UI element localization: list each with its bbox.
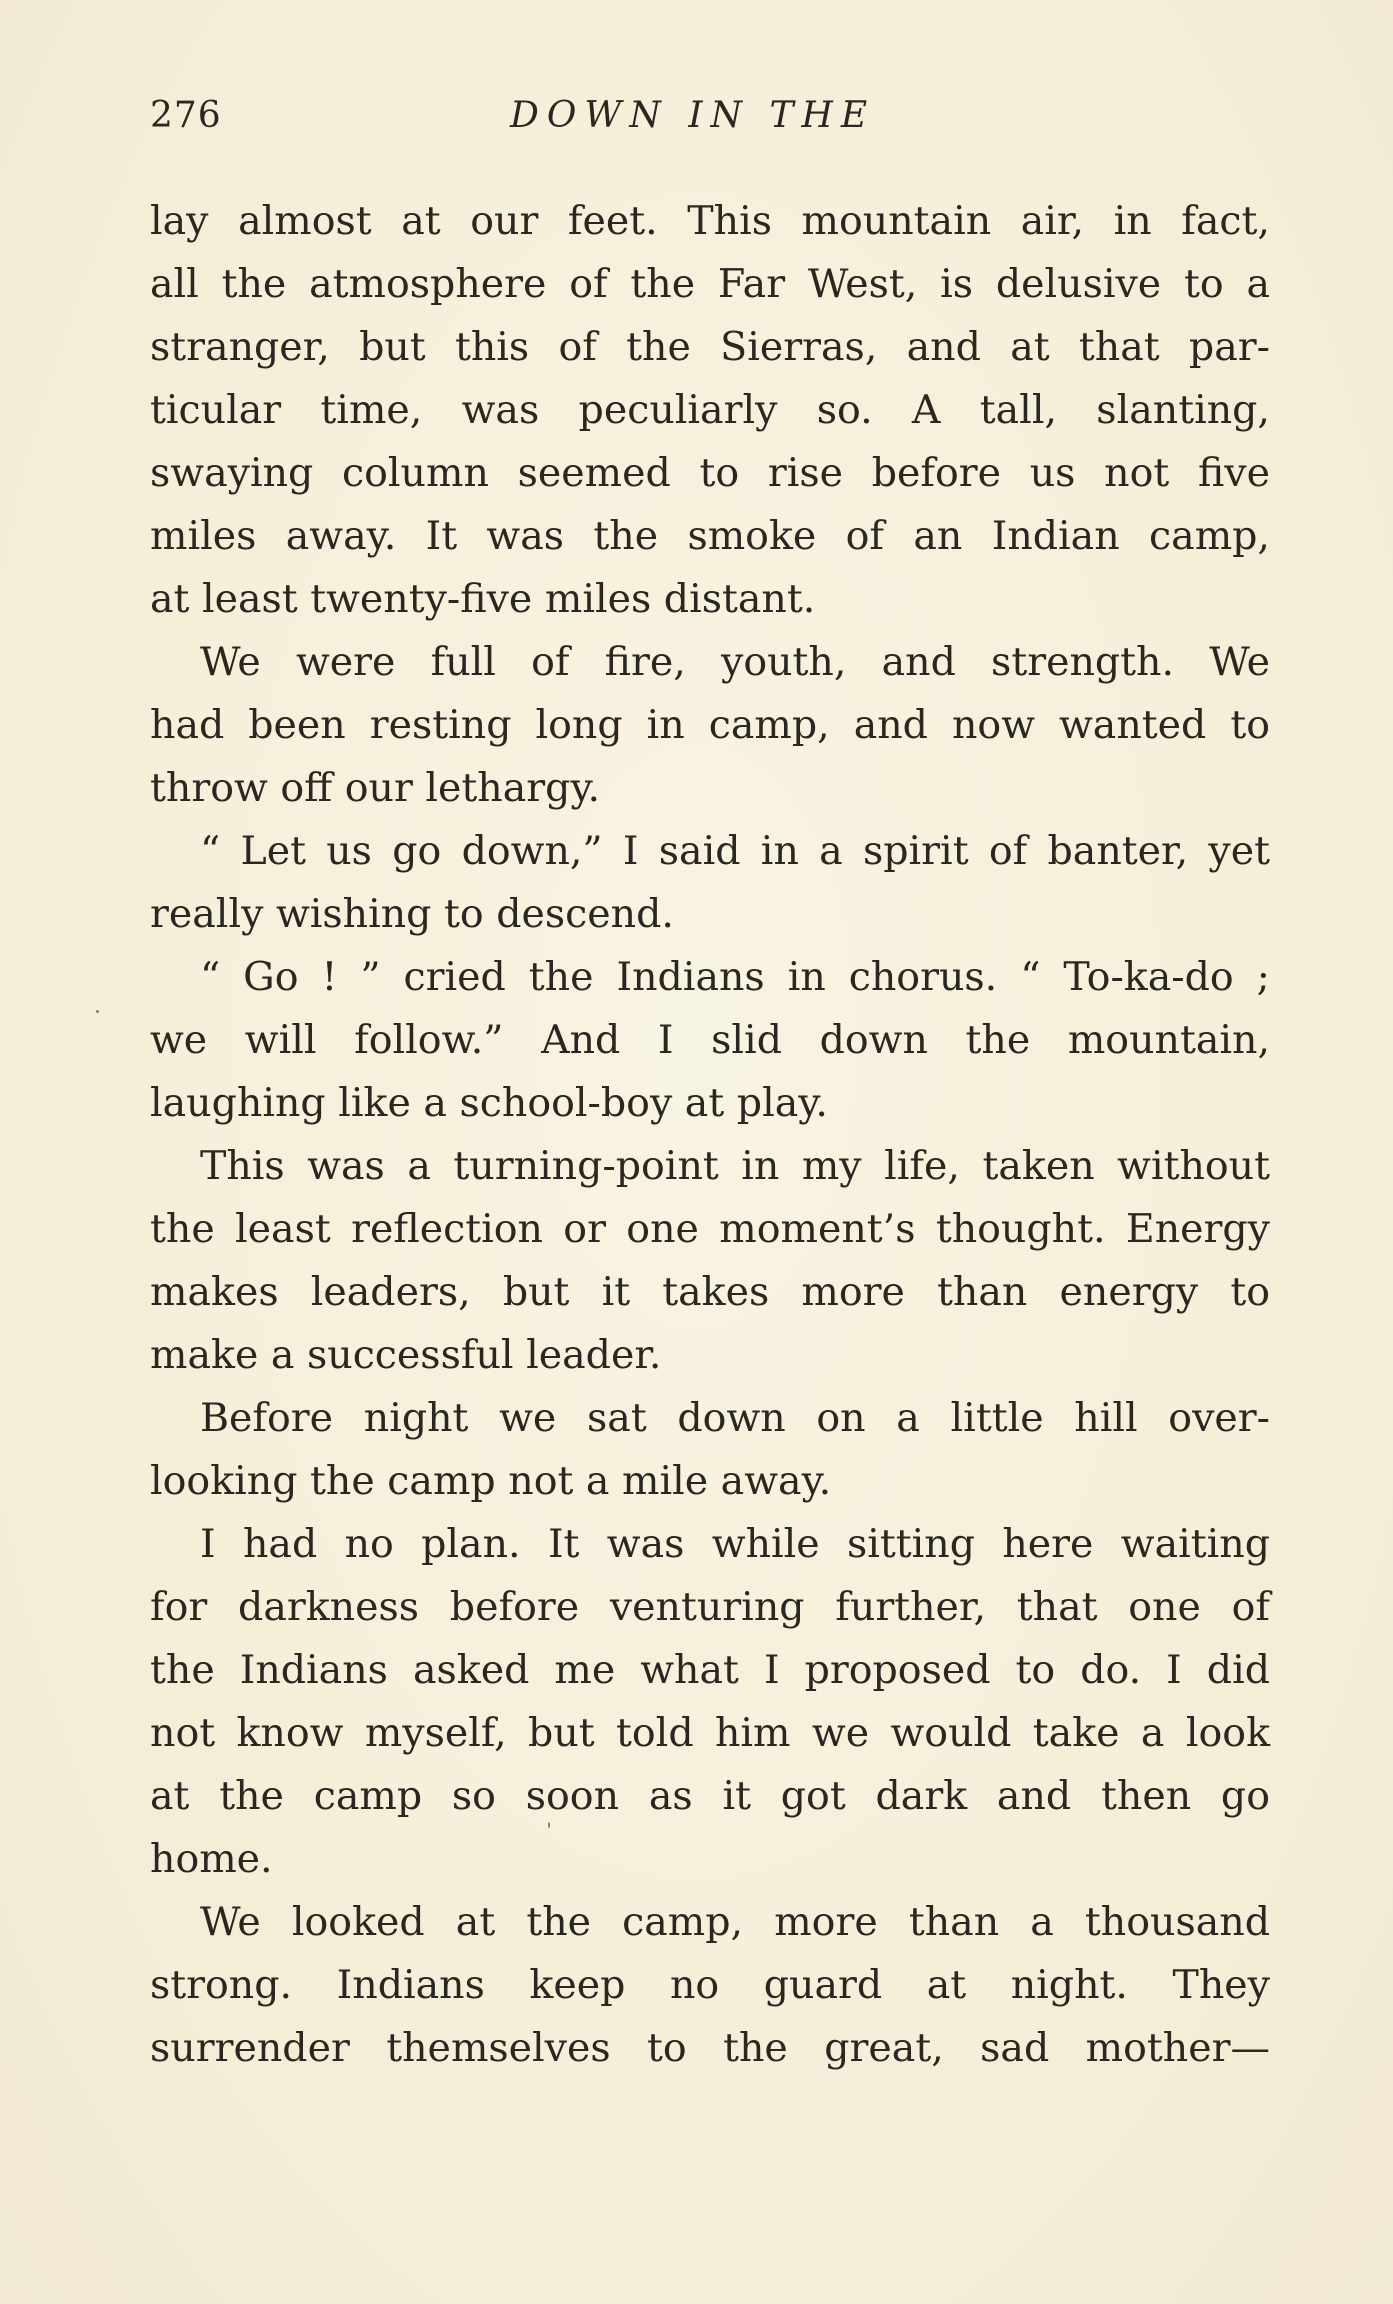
body-text [150,190,1270,2080]
running-head [150,95,1260,145]
paragraph-start-line: We looked at the camp, more than a thousand [200,1899,1270,1945]
text-line: laughing like a school-boy at play. [150,1080,828,1126]
text-line: makes leaders, but it takes more than energy to [150,1269,1270,1315]
paragraph-start-line: “ Go ! ” cried the Indians in chorus. “ To-ka-do ; [200,954,1270,1000]
text-line: had been resting long in camp, and now wanted to [150,702,1270,748]
text-line: throw off our lethargy. [150,765,601,811]
text-line: at the camp so soon as it got dark and then go [150,1773,1270,1819]
text-line: strong. Indians keep no guard at night. They [150,1962,1270,2008]
paragraph-start-line: We were full of fire, youth, and strength. We [200,639,1270,685]
paper-speck [548,1822,550,1828]
text-line: for darkness before venturing further, that one of [150,1584,1270,1630]
paragraph-start-line: “ Let us go down,” I said in a spirit of banter, yet [200,828,1270,874]
text-line: the least reflection or one moment’s thought. Energy [150,1206,1270,1252]
paper-speck [96,1010,99,1013]
text-line: ticular time, was peculiarly so. A tall, slanting, [150,387,1270,433]
text-line: at least twenty-five miles distant. [150,576,816,622]
text-line: looking the camp not a mile away. [150,1458,832,1504]
text-line: swaying column seemed to rise before us not five [150,450,1270,496]
text-line: the Indians asked me what I proposed to do. I did [150,1647,1270,1693]
text-line: not know myself, but told him we would take a look [150,1710,1270,1756]
text-line: stranger, but this of the Sierras, and at that par- [150,324,1270,370]
text-line: we will follow.” And I slid down the mountain, [150,1017,1270,1063]
paragraph-start-line: Before night we sat down on a little hill over- [200,1395,1270,1441]
text-line: home. [150,1836,273,1882]
text-line: make a successful leader. [150,1332,662,1378]
paragraph-start-line: This was a turning-point in my life, taken without [200,1143,1270,1189]
paragraph-start-line: I had no plan. It was while sitting here waiting [200,1521,1270,1567]
page-number: 276 [150,95,222,136]
text-line: all the atmosphere of the Far West, is delusive to a [150,261,1270,307]
text-line: miles away. It was the smoke of an Indian camp, [150,513,1270,559]
text-line: lay almost at our feet. This mountain air, in fact, [150,198,1270,244]
text-line: really wishing to descend. [150,891,674,937]
running-title: DOWN IN THE [510,95,876,136]
text-line: surrender themselves to the great, sad mother— [150,2025,1270,2071]
